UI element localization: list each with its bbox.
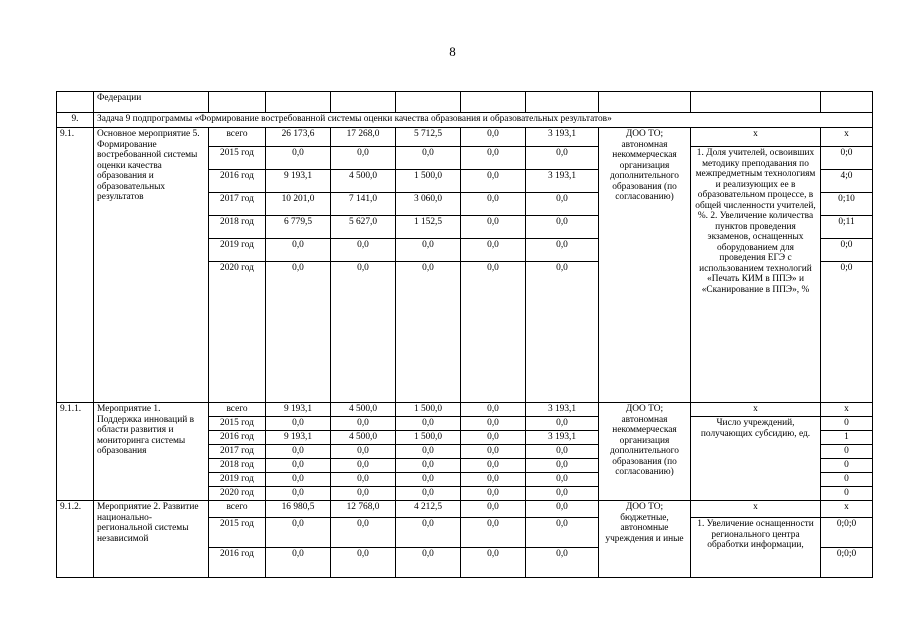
indicator-value-cell: х (821, 501, 873, 518)
funding-source-4-cell: 0,0 (526, 445, 599, 459)
funding-source-1-cell: 4 500,0 (331, 431, 396, 445)
total-funding-cell: 9 193,1 (266, 170, 331, 193)
funding-source-4-cell: 0,0 (526, 548, 599, 578)
indicator-value-cell: 0;0 (821, 147, 873, 170)
table-row (57, 128, 873, 147)
funding-source-3-cell: 0,0 (461, 403, 526, 417)
funding-source-3-cell: 0,0 (461, 501, 526, 518)
funding-source-4-cell: 3 193,1 (526, 431, 599, 445)
year-cell: 2015 год (209, 147, 266, 170)
indicator-value-cell: 0;11 (821, 216, 873, 239)
measure-number: 9.1.1. (57, 403, 94, 501)
year-cell: 2019 год (209, 239, 266, 262)
indicator-value-cell: 0;0;0 (821, 548, 873, 578)
funding-source-1-cell: 4 500,0 (331, 403, 396, 417)
indicator-value-cell: 0 (821, 417, 873, 431)
total-funding-cell: 0,0 (266, 445, 331, 459)
indicator-value-cell: 0 (821, 487, 873, 501)
table-row (57, 92, 873, 113)
indicator-cell: 1. Увеличение оснащенности регионального центра обработки информации, (691, 518, 821, 578)
funding-source-4-cell: 0,0 (526, 473, 599, 487)
funding-source-1-cell: 12 768,0 (331, 501, 396, 518)
year-cell: 2017 год (209, 193, 266, 216)
year-cell: 2018 год (209, 216, 266, 239)
funding-source-2-cell: 5 712,5 (396, 128, 461, 147)
funding-source-1-cell: 0,0 (331, 417, 396, 431)
indicator-value-cell: 0;0 (821, 262, 873, 403)
year-cell: 2016 год (209, 170, 266, 193)
funding-source-3-cell: 0,0 (461, 170, 526, 193)
funding-source-4-cell: 0,0 (526, 487, 599, 501)
total-funding-cell: 0,0 (266, 417, 331, 431)
measure-name: Мероприятие 2. Развитие национально-региональной системы независимой (94, 501, 209, 578)
funding-source-4-cell: 3 193,1 (526, 403, 599, 417)
table-row (57, 403, 873, 417)
task-number: 9. (57, 113, 94, 128)
indicator-value-cell: 0 (821, 459, 873, 473)
total-funding-cell: 0,0 (266, 548, 331, 578)
funding-source-3-cell: 0,0 (461, 548, 526, 578)
indicator-header-cell: х (691, 501, 821, 518)
funding-source-2-cell: 0,0 (396, 147, 461, 170)
funding-source-1-cell: 7 141,0 (331, 193, 396, 216)
funding-source-2-cell: 1 500,0 (396, 403, 461, 417)
total-funding-cell: 0,0 (266, 239, 331, 262)
funding-source-1-cell: 0,0 (331, 459, 396, 473)
funding-source-3-cell: 0,0 (461, 459, 526, 473)
year-cell: 2015 год (209, 518, 266, 548)
funding-source-3-cell: 0,0 (461, 239, 526, 262)
executor-cell: ДОО ТО; автономная некоммерческая организация дополнительного образования (по согласованию) (599, 128, 691, 403)
total-funding-cell: 9 193,1 (266, 403, 331, 417)
funding-source-4-cell: 0,0 (526, 193, 599, 216)
task-row (57, 113, 873, 128)
funding-source-1-cell: 0,0 (331, 262, 396, 403)
executor-cell: ДОО ТО; автономная некоммерческая организация дополнительного образования (по согласованию) (599, 403, 691, 501)
program-table (56, 91, 873, 578)
year-cell: 2017 год (209, 445, 266, 459)
funding-source-1-cell: 0,0 (331, 548, 396, 578)
funding-source-2-cell: 1 152,5 (396, 216, 461, 239)
indicator-value-cell: 0;0 (821, 239, 873, 262)
funding-source-3-cell: 0,0 (461, 216, 526, 239)
funding-source-3-cell: 0,0 (461, 417, 526, 431)
funding-source-3-cell: 0,0 (461, 487, 526, 501)
year-cell: всего (209, 128, 266, 147)
funding-source-1-cell: 5 627,0 (331, 216, 396, 239)
indicator-header-cell: х (691, 128, 821, 147)
indicator-value-cell: 0 (821, 445, 873, 459)
funding-source-2-cell: 0,0 (396, 518, 461, 548)
funding-source-3-cell: 0,0 (461, 431, 526, 445)
funding-source-4-cell: 0,0 (526, 459, 599, 473)
funding-source-3-cell: 0,0 (461, 147, 526, 170)
indicator-value-cell: 0;10 (821, 193, 873, 216)
funding-source-4-cell: 3 193,1 (526, 170, 599, 193)
funding-source-4-cell: 0,0 (526, 518, 599, 548)
funding-source-4-cell: 0,0 (526, 239, 599, 262)
total-funding-cell: 0,0 (266, 459, 331, 473)
indicator-value-cell: 0;0;0 (821, 518, 873, 548)
total-funding-cell: 0,0 (266, 518, 331, 548)
measure-number: 9.1. (57, 128, 94, 403)
funding-source-4-cell: 3 193,1 (526, 128, 599, 147)
total-funding-cell: 0,0 (266, 147, 331, 170)
table-row (57, 501, 873, 518)
year-cell: 2020 год (209, 262, 266, 403)
year-cell: всего (209, 501, 266, 518)
year-cell: 2020 год (209, 487, 266, 501)
funding-source-1-cell: 0,0 (331, 473, 396, 487)
funding-source-2-cell: 1 500,0 (396, 170, 461, 193)
funding-source-4-cell: 0,0 (526, 216, 599, 239)
funding-source-3-cell: 0,0 (461, 193, 526, 216)
year-cell: 2016 год (209, 548, 266, 578)
measure-name: Основное мероприятие 5. Формирование востребованной системы оценки качества образования и образовательных результатов (94, 128, 209, 403)
indicator-cell: 1. Доля учителей, освоивших методику преподавания по межпредметным технологиям и реализующих ее в образовательном процессе, в общей численности учителей, %. 2. Увеличение количества пунктов проведения экзаменов, оснащенных оборудованием для проведения ЕГЭ с использованием технологий «Печать КИМ в ППЭ» и «Сканирование в ППЭ», % (691, 147, 821, 403)
measure-name: Мероприятие 1. Поддержка инноваций в области развития и мониторинга системы образования (94, 403, 209, 501)
year-cell: всего (209, 403, 266, 417)
indicator-value-cell: 0 (821, 473, 873, 487)
measure-number: 9.1.2. (57, 501, 94, 578)
funding-source-2-cell: 0,0 (396, 262, 461, 403)
funding-source-2-cell: 4 212,5 (396, 501, 461, 518)
indicator-value-cell: х (821, 128, 873, 147)
funding-source-2-cell: 0,0 (396, 473, 461, 487)
funding-source-1-cell: 0,0 (331, 445, 396, 459)
executor-cell: ДОО ТО; бюджетные, автономные учреждения и иные (599, 501, 691, 578)
funding-source-2-cell: 0,0 (396, 445, 461, 459)
funding-source-1-cell: 0,0 (331, 147, 396, 170)
total-funding-cell: 26 173,6 (266, 128, 331, 147)
indicator-value-cell: х (821, 403, 873, 417)
total-funding-cell: 6 779,5 (266, 216, 331, 239)
total-funding-cell: 10 201,0 (266, 193, 331, 216)
funding-source-4-cell: 0,0 (526, 262, 599, 403)
funding-source-4-cell: 0,0 (526, 147, 599, 170)
funding-source-3-cell: 0,0 (461, 128, 526, 147)
total-funding-cell: 0,0 (266, 262, 331, 403)
total-funding-cell: 0,0 (266, 487, 331, 501)
funding-source-2-cell: 0,0 (396, 487, 461, 501)
funding-source-1-cell: 0,0 (331, 239, 396, 262)
indicator-value-cell: 4;0 (821, 170, 873, 193)
funding-source-3-cell: 0,0 (461, 262, 526, 403)
year-cell: 2019 год (209, 473, 266, 487)
region-cell: Федерации (94, 92, 209, 113)
indicator-cell: Число учреждений, получающих субсидию, ед. (691, 417, 821, 501)
year-cell: 2018 год (209, 459, 266, 473)
funding-source-1-cell: 0,0 (331, 518, 396, 548)
funding-source-3-cell: 0,0 (461, 445, 526, 459)
total-funding-cell: 9 193,1 (266, 431, 331, 445)
funding-source-3-cell: 0,0 (461, 518, 526, 548)
funding-source-2-cell: 0,0 (396, 417, 461, 431)
funding-source-1-cell: 17 268,0 (331, 128, 396, 147)
total-funding-cell: 0,0 (266, 473, 331, 487)
funding-source-1-cell: 4 500,0 (331, 170, 396, 193)
funding-source-3-cell: 0,0 (461, 473, 526, 487)
funding-source-4-cell: 0,0 (526, 417, 599, 431)
indicator-header-cell: х (691, 403, 821, 417)
task-title: Задача 9 подпрограммы «Формирование востребованной системы оценки качества образования и образовательных результатов» (94, 113, 873, 128)
indicator-value-cell: 1 (821, 431, 873, 445)
funding-source-1-cell: 0,0 (331, 487, 396, 501)
funding-source-4-cell: 0,0 (526, 501, 599, 518)
funding-source-2-cell: 0,0 (396, 239, 461, 262)
year-cell: 2015 год (209, 417, 266, 431)
total-funding-cell: 16 980,5 (266, 501, 331, 518)
funding-source-2-cell: 3 060,0 (396, 193, 461, 216)
funding-source-2-cell: 1 500,0 (396, 431, 461, 445)
funding-source-2-cell: 0,0 (396, 548, 461, 578)
page-number: 8 (449, 44, 456, 59)
funding-source-2-cell: 0,0 (396, 459, 461, 473)
year-cell: 2016 год (209, 431, 266, 445)
